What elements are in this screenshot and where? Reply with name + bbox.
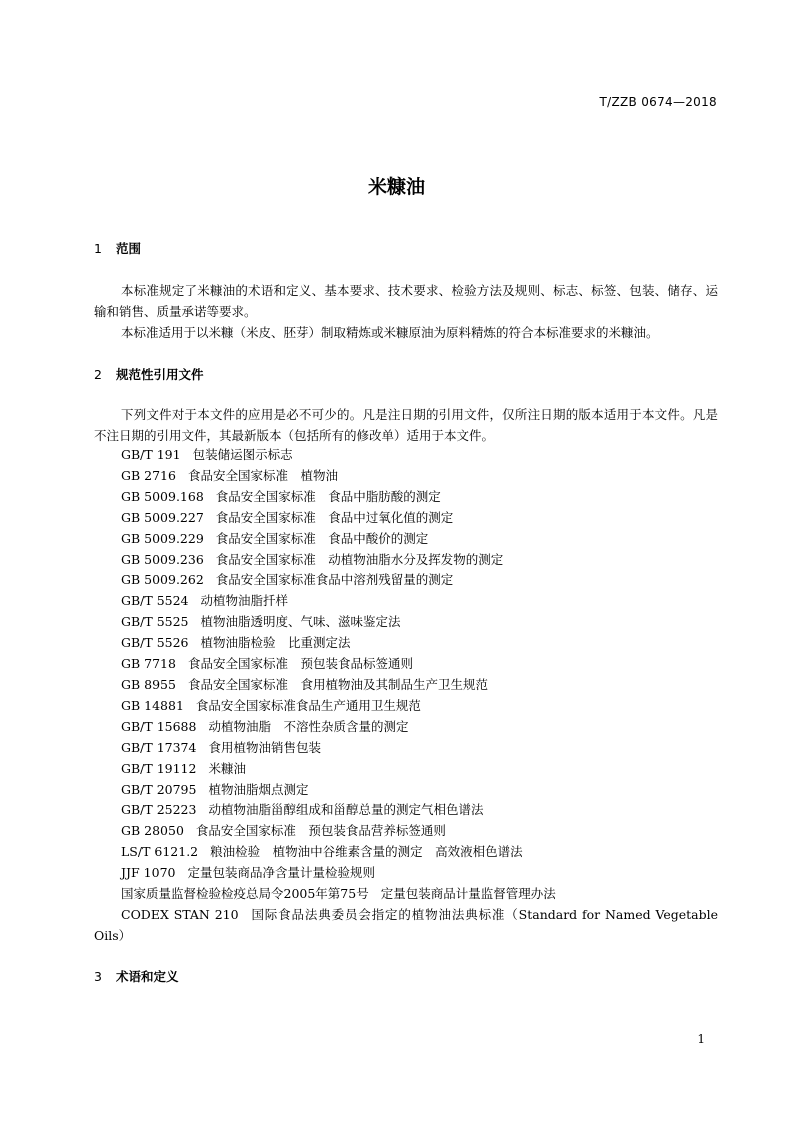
reference-code: GB/T 17374 bbox=[121, 739, 197, 755]
reference-title: 食品安全国家标准食品中溶剂残留量的测定 bbox=[215, 572, 454, 588]
section-title: 范围 bbox=[116, 241, 142, 256]
reference-title: 植物油脂检验 比重测定法 bbox=[200, 635, 351, 651]
reference-code: GB 5009.262 bbox=[121, 572, 204, 588]
section-heading-normative-references bbox=[94, 365, 204, 383]
reference-title: 国际食品法典委员会指定的植物油法典标准（Standard for Named Vegetable Oils） bbox=[94, 906, 718, 943]
reference-item bbox=[94, 508, 718, 529]
normative-intro-paragraph: 下列文件对于本文件的应用是必不可少的。凡是注日期的引用文件，仅所注日期的版本适用于本文件。凡是不注日期的引用文件，其最新版本（包括所有的修改单）适用于本文件。 bbox=[94, 407, 718, 443]
reference-title: 植物油脂烟点测定 bbox=[208, 781, 309, 797]
reference-code: GB 8955 bbox=[121, 676, 176, 692]
reference-item bbox=[94, 863, 718, 884]
reference-title: 食品安全国家标准食品生产通用卫生规范 bbox=[195, 697, 421, 713]
scope-paragraph-2: 本标准适用于以米糠（米皮、胚芽）制取精炼或米糠原油为原料精炼的符合本标准要求的米糠油。 bbox=[121, 325, 659, 340]
reference-item bbox=[94, 591, 718, 612]
reference-code: GB/T 25223 bbox=[121, 802, 197, 818]
page-number: 1 bbox=[697, 1032, 705, 1046]
section-title: 规范性引用文件 bbox=[116, 367, 204, 382]
reference-title: 食品安全国家标准 植物油 bbox=[187, 467, 338, 483]
section-number: 2 bbox=[94, 367, 102, 382]
reference-item bbox=[94, 633, 718, 654]
reference-item bbox=[94, 759, 718, 780]
reference-title: 食品安全国家标准 食品中过氧化值的测定 bbox=[215, 509, 454, 525]
reference-code: GB 14881 bbox=[121, 697, 184, 713]
document-title: 米糠油 bbox=[367, 176, 425, 198]
reference-code: LS/T 6121.2 bbox=[121, 844, 199, 860]
reference-code: GB/T 19112 bbox=[121, 760, 197, 776]
section-number: 3 bbox=[94, 969, 102, 984]
reference-item bbox=[94, 780, 718, 801]
reference-title: 食品安全国家标准 食品中酸价的测定 bbox=[215, 530, 429, 546]
reference-code: GB/T 15688 bbox=[121, 718, 197, 734]
reference-item bbox=[94, 654, 718, 675]
reference-list bbox=[94, 445, 718, 947]
reference-item bbox=[94, 696, 718, 717]
reference-item bbox=[94, 612, 718, 633]
reference-title: 包装储运图示标志 bbox=[192, 447, 293, 462]
reference-title: 食品安全国家标准 预包装食品标签通则 bbox=[187, 656, 413, 672]
reference-code: CODEX STAN 210 bbox=[121, 906, 239, 922]
reference-item bbox=[94, 884, 718, 905]
reference-code: GB/T 5524 bbox=[121, 593, 189, 609]
reference-title: 米糠油 bbox=[208, 760, 246, 776]
reference-title: 定量包装商品计量监督管理办法 bbox=[380, 886, 556, 902]
reference-code: GB 5009.168 bbox=[121, 488, 204, 504]
reference-item bbox=[94, 717, 718, 738]
reference-item bbox=[94, 445, 718, 466]
reference-item bbox=[94, 570, 718, 591]
reference-title: 食品安全国家标准 食用植物油及其制品生产卫生规范 bbox=[187, 676, 488, 692]
reference-code: GB 5009.227 bbox=[121, 509, 204, 525]
reference-code: GB 2716 bbox=[121, 467, 176, 483]
reference-code: GB/T 5526 bbox=[121, 635, 189, 651]
reference-code: GB 7718 bbox=[121, 656, 176, 672]
reference-code: GB/T 5525 bbox=[121, 614, 189, 630]
reference-code: GB 5009.236 bbox=[121, 551, 204, 567]
reference-title: 食品安全国家标准 预包装食品营养标签通则 bbox=[195, 823, 446, 839]
section-number: 1 bbox=[94, 241, 102, 256]
reference-item bbox=[94, 675, 718, 696]
reference-item bbox=[94, 905, 718, 947]
reference-title: 食品安全国家标准 动植物油脂水分及挥发物的测定 bbox=[215, 551, 504, 567]
reference-title: 食品安全国家标准 食品中脂肪酸的测定 bbox=[215, 488, 441, 504]
reference-item bbox=[94, 821, 718, 842]
reference-item bbox=[94, 800, 718, 821]
reference-title: 定量包装商品净含量计量检验规则 bbox=[187, 865, 375, 881]
reference-code: GB/T 191 bbox=[121, 447, 181, 462]
reference-title: 食用植物油销售包装 bbox=[208, 739, 321, 755]
reference-code: JJF 1070 bbox=[121, 865, 176, 881]
reference-code: GB 28050 bbox=[121, 823, 184, 839]
section-heading-scope bbox=[94, 239, 141, 257]
reference-item bbox=[94, 487, 718, 508]
reference-title: 动植物油脂 不溶性杂质含量的测定 bbox=[208, 718, 409, 734]
section-heading-terms bbox=[94, 967, 179, 985]
reference-title: 粮油检验 植物油中谷维素含量的测定 高效液相色谱法 bbox=[210, 844, 523, 860]
reference-code: GB 5009.229 bbox=[121, 530, 204, 546]
section-title: 术语和定义 bbox=[116, 969, 179, 984]
reference-item bbox=[94, 529, 718, 550]
document-code: T/ZZB 0674—2018 bbox=[599, 95, 717, 109]
reference-title: 植物油脂透明度、气味、滋味鉴定法 bbox=[200, 614, 401, 630]
reference-title: 动植物油脂扦样 bbox=[200, 593, 289, 609]
scope-paragraph-1: 本标准规定了米糠油的术语和定义、基本要求、技术要求、检验方法及规则、标志、标签、包装、储存、运输和销售、质量承诺等要求。 bbox=[94, 283, 718, 319]
reference-code: 国家质量监督检验检疫总局令2005年第75号 bbox=[121, 886, 369, 902]
reference-item bbox=[94, 550, 718, 571]
reference-item bbox=[94, 738, 718, 759]
reference-code: GB/T 20795 bbox=[121, 781, 197, 797]
reference-item bbox=[94, 842, 718, 863]
reference-item bbox=[94, 466, 718, 487]
reference-title: 动植物油脂甾醇组成和甾醇总量的测定气相色谱法 bbox=[208, 802, 484, 818]
